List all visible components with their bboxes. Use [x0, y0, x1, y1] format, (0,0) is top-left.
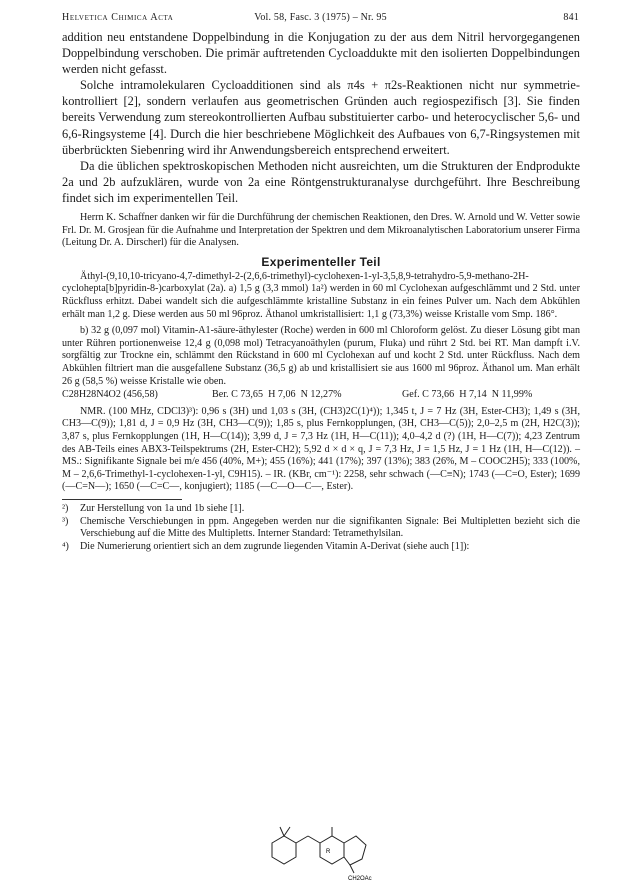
footnote-mark: ²) — [62, 502, 69, 514]
footnote — [62, 516, 580, 541]
footnote — [62, 503, 580, 516]
structure-diagram — [258, 815, 378, 883]
cyclohexene-ring — [272, 836, 296, 864]
bicyclic-ring-a — [320, 836, 344, 864]
compound-preparation-a: Äthyl-(9,10,10-tricyano-4,7-dimethyl-2-(2,6,6-trimethyl)-cyclohexen-1-yl-3,5,8,9-tetrahydro-5,9-methano-2H-cyclohepta[b]pyridin-8-)carboxylat (2a). a) 1,5 g (3,3 mmol) 1a²) werden in 60 ml Cyclohexan aufgeschlämmt und 2 Std. unter Rückfluss erhitzt. Dabei wandelt sich die aufgeschlämmte kristalline Substanz in ein feines Pulver um. Nach dem Abkühlen erhält man 1,2 g. Diese werden aus 50 ml 96proz. Äthanol umkristallisiert: 1,1 g (73,3%) weisse Kristalle vom Smp. 186°. — [62, 270, 580, 320]
paragraph-xray: Da die üblichen spektroskopischen Methoden nicht ausreichten, um die Strukturen der Endprodukte 2a und 2b aufzuklären, wurde von 2a eine Röntgenstrukturanalyse durchgeführt. Ihre Beschreibung findet sich im experimentellen Teil. — [62, 158, 580, 205]
journal-title: Helvetica Chimica Acta — [62, 12, 174, 23]
footnote-text: Die Numerierung orientiert sich an dem zugrunde liegenden Vitamin A-Derivat (siehe auch [1]): — [80, 540, 470, 552]
footnote-text: Chemische Verschiebungen in ppm. Angegeben werden nur die signifikanten Signale: Bei Multipletten bezieht sich die Verschiebung auf die Mitte des Multipletts. Interner Standard: Tetramethylsilan. — [80, 515, 580, 540]
running-header — [62, 12, 579, 23]
section-heading: Experimenteller Teil — [261, 254, 381, 269]
calculated-values: Ber. C 73,65 H 7,06 N 12,27% — [212, 389, 342, 401]
footnote-text: Zur Herstellung von 1a und 1b siehe [1]. — [80, 502, 245, 514]
elemental-analysis — [62, 389, 580, 402]
compound-preparation-b: b) 32 g (0,097 mol) Vitamin-A1-säure-äthylester (Roche) werden in 600 ml Chloroform gelöst. Zu dieser Lösung gibt man unter Rühren portionenweise 12,4 g (0,098 mol) Tetracyanoäthylen (purum, Fluka) und rührt 2 Std. bei RT. Man dampft i.V. sorgfältig zur Trockne ein, schlämmt den Rückstand in 600 ml Cyclohexan auf und kocht 2 Std. unter Rückfluss. Nach dem Abkühlen filtriert man die ausgefallene Substanz (36,5 g) ab und kristallisiert sie aus 1600 ml 96proz. Äthanol um. Man erhält 26 g (58,5 %) weisse Kristalle wie oben. — [62, 325, 580, 387]
substituent-label: CH2OAc — [348, 876, 372, 882]
bicyclic-ring-b — [344, 836, 366, 865]
molecular-formula: C28H28N4O2 (456,58) — [62, 389, 158, 401]
footnote-mark: ³) — [62, 515, 69, 527]
found-values: Gef. C 73,66 H 7,14 N 11,99% — [402, 389, 533, 401]
footnote-rule — [62, 499, 182, 500]
acknowledgement: Herrn K. Schaffner danken wir für die Durchführung der chemischen Reaktionen, den Dres. W. Arnold und W. Vetter sowie Frl. Dr. M. Grosjean für die Aufnahme und Interpretation der Spektren und dem Mikroanalytischen Laboratorium unserer Firma (Leitung Dr. A. Dirscherl) für die Analysen. — [62, 212, 580, 249]
spectral-data: NMR. (100 MHz, CDCl3)³): 0,96 s (3H) und 1,03 s (3H, (CH3)2C(1)⁴)); 1,345 t, J = 7 Hz (3H, Ester-CH3); 1,49 s (3H, CH3—C(9)); 1,81 d, J = 0,9 Hz (3H, CH3—C(9)); 1,85 s, plus Fernkopplungen, (3H, CH3—C(5)); 2,0–2,5 m (2H, H2C(3)); 3,87 s, plus Fernkopplungen (1H, H—C(14)); 3,99 d, J = 7,3 Hz (1H, H—C(11)); 4,0–4,2 d (?) (1H, H—C(7)); 4,23 Zentrum des AB-Teils eines ABX3-Teilspektrums (2H, Ester-CH2); 5,92 d × d × q, J = 7,3 Hz, J = 1,5 Hz, J = 1 Hz (1H, H—C(12)). – MS.: Signifikante Signale bei m/e 456 (40%, M+); 455 (16%); 441 (17%); 397 (13%); 383 (26%, M – COOC2H5); 333 (100%, M – 2,6,6-Trimethyl-1-cyclohexen-1-yl, C9H15). – IR. (KBr, cm⁻¹): 2258, sehr schwach (—C≡N); 1743 (—C=O, Ester); 1699 (—C=N—); 1650 (—C=C—, konjugiert); 1185 (—C—O—C—, Ester). — [62, 405, 580, 493]
vitamin-a-numbering-structure — [258, 815, 378, 883]
volume-info: Vol. 58, Fasc. 3 (1975) – Nr. 95 — [254, 12, 387, 23]
page-number: 841 — [563, 12, 579, 23]
paragraph-continuation: addition neu entstandene Doppelbindung in die Konjugation zu der aus dem Nitril hervorgegangenen Doppelbindung verschoben. Die primär auftretenden Cycloaddukte mit den isolierten Doppelbindungen werden nicht gefasst. — [62, 30, 580, 77]
page-body — [62, 29, 580, 553]
footnote — [62, 541, 580, 554]
ring-label: R — [326, 849, 331, 855]
footnote-mark: ⁴) — [62, 540, 69, 552]
paragraph-cycloaddition: Solche intramolekularen Cycloadditionen sind als π4s + π2s-Reaktionen nicht nur symmetrie-kontrolliert [2], sondern verlaufen aus geometrischen Gründen auch regiospezifisch [3]. Sie finden bereits Verwendung zum stereokontrollierten Aufbau substituierter carbo- und heterocyclischer 5,6- und 6,6-Ringsysteme [4]. Durch die hier beschriebene Möglichkeit des Aufbaues von 6,7-Ringsystemen mit überbrückten Siebenring wird ihr Anwendungsbereich entsprechend erweitert. — [62, 78, 580, 157]
